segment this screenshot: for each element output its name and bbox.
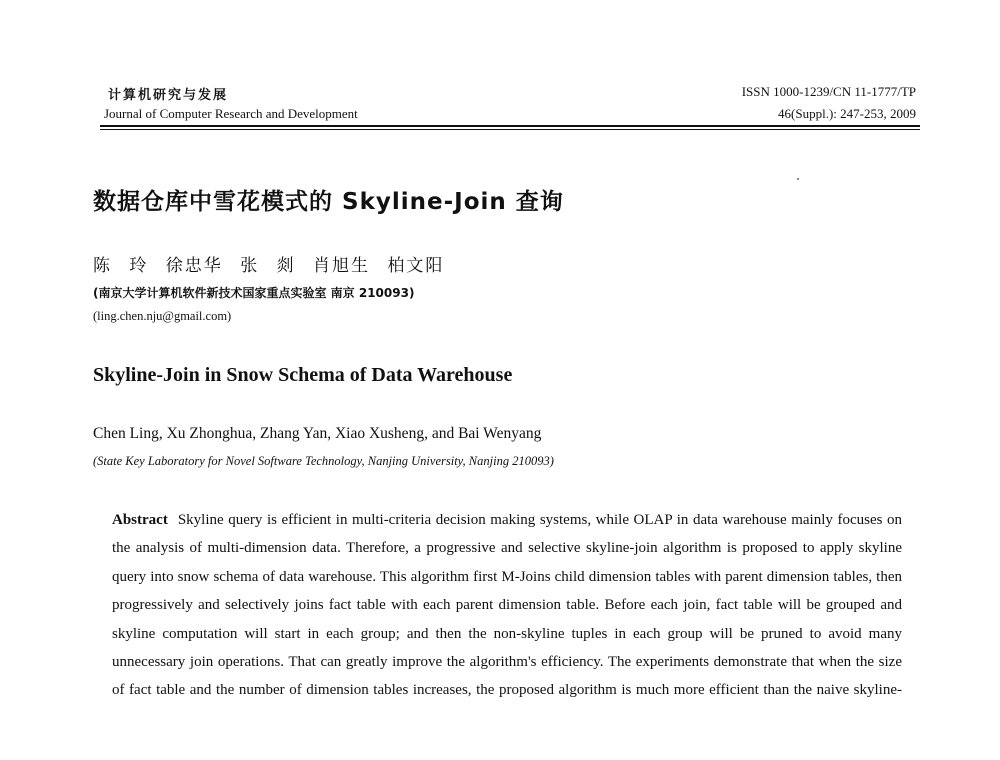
abstract: [112, 506, 902, 705]
journal-name-chinese: 计算机研究与发展: [108, 87, 229, 102]
journal-name-english: Journal of Computer Research and Development: [104, 106, 358, 121]
affiliation-chinese: (南京大学计算机软件新技术国家重点实验室 南京 210093): [93, 286, 415, 300]
affiliation-english: [93, 454, 554, 469]
volume-pages-line: 46(Suppl.): 247-253, 2009: [778, 106, 916, 121]
paper-title-chinese: 数据仓库中雪花模式的 Skyline-Join 查询: [93, 189, 564, 215]
issn-line: ISSN 1000-1239/CN 11-1777/TP: [741, 84, 916, 99]
affiliation-english-text: (State Key Laboratory for Novel Software Technology, Nanjing University, Nanjing 210093): [93, 454, 554, 468]
header-rule-thin: [100, 129, 920, 130]
abstract-text: Skyline query is efficient in multi-criteria decision making systems, while OLAP in data warehouse mainly focuses on the analysis of multi-dimension data. Therefore, a progressive and selective skyline-join algorithm is proposed to apply skyline query into snow schema of data warehouse. This algorithm first M-Joins child dimension tables with parent dimension tables, then progressively and selectively joins fact table with each parent dimension table. Before each join, fact table will be grouped and skyline computation will start in each group; and then the non-skyline tuples in each group will be pruned to avoid many unnecessary join operations. That can greatly improve the algorithm's efficiency. The experiments demonstrate that when the size of fact table and the number of dimension tables increases, the proposed algorithm is much more efficient than the naive skyline-: [112, 512, 902, 699]
paper-title-english: Skyline-Join in Snow Schema of Data Warehouse: [93, 364, 513, 386]
header-rule-thick: [100, 125, 920, 127]
abstract-label: Abstract: [112, 512, 168, 528]
scan-speck: [797, 178, 799, 180]
authors-chinese: 陈 玲 徐忠华 张 剡 肖旭生 柏文阳: [93, 256, 445, 276]
author-email: (ling.chen.nju@gmail.com): [93, 309, 232, 323]
authors-english: Chen Ling, Xu Zhonghua, Zhang Yan, Xiao Xusheng, and Bai Wenyang: [93, 425, 542, 442]
